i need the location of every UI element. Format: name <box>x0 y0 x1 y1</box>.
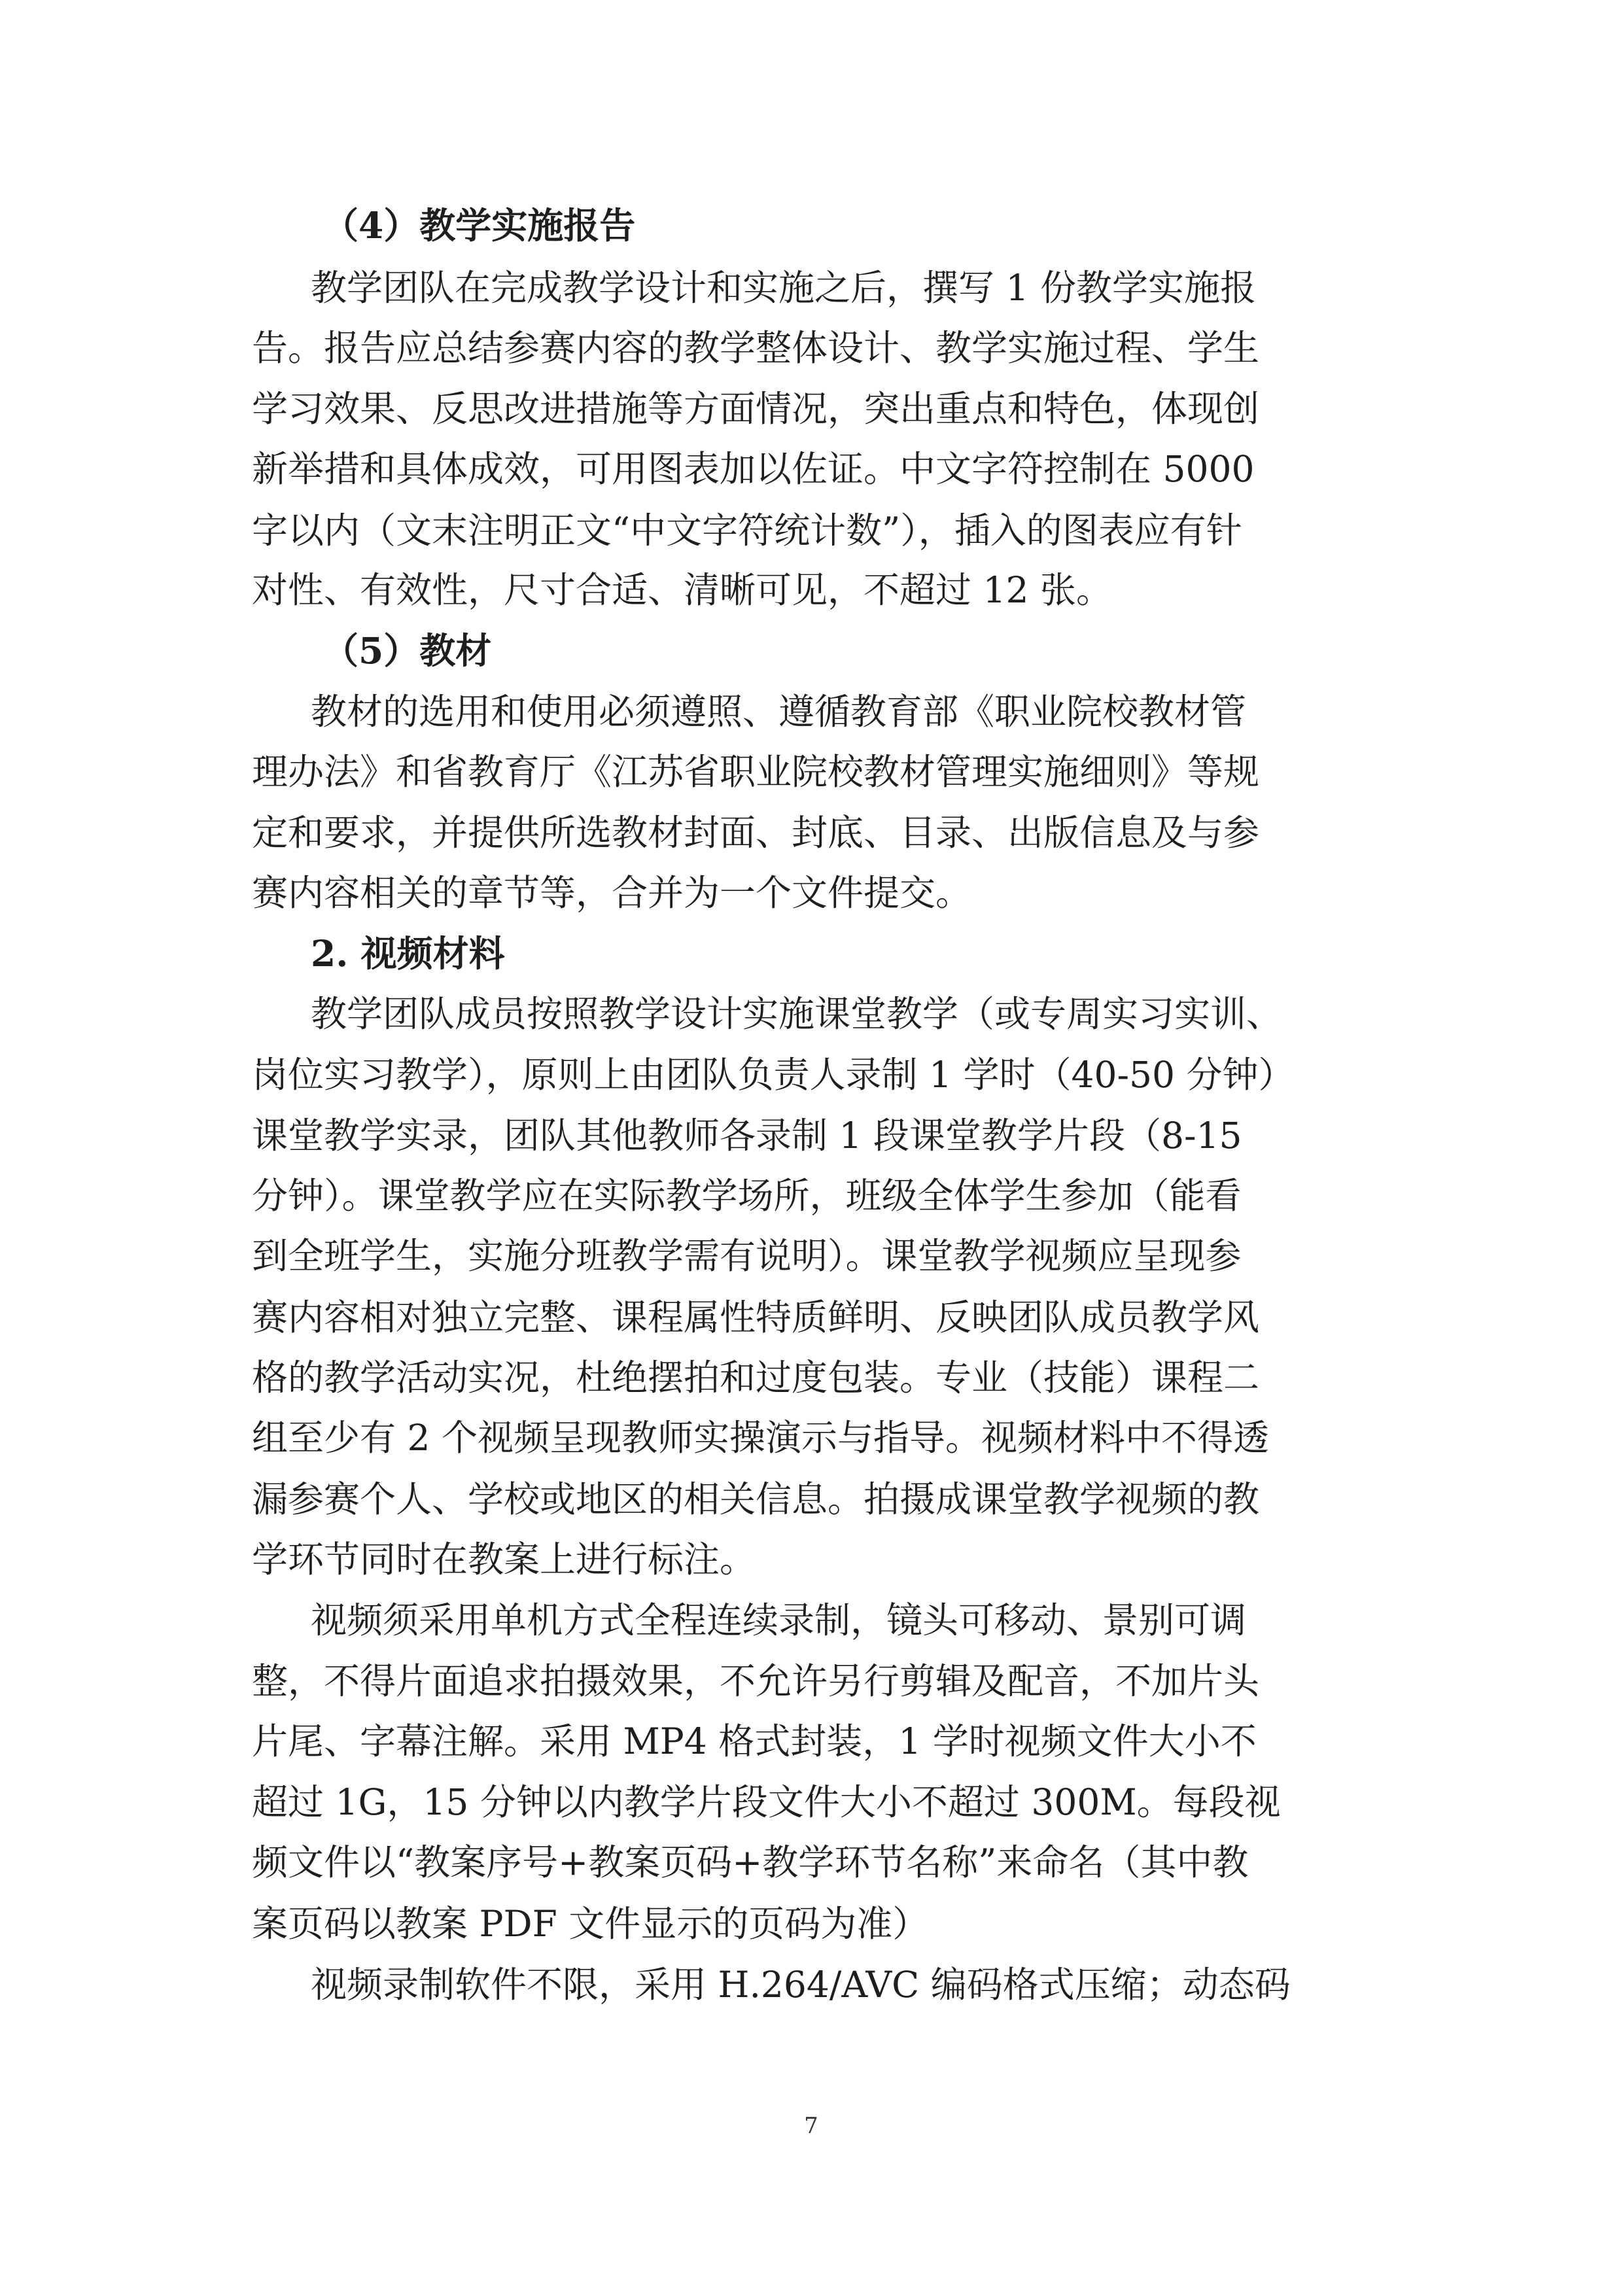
section-heading: （5）教材 <box>323 629 492 672</box>
paragraph-line: 整，不得片面追求拍摄效果，不允许另行剪辑及配音，不加片头 <box>252 1660 1260 1702</box>
paragraph-line: 新举措和具体成效，可用图表加以佐证。中文字符控制在 5000 <box>252 448 1255 490</box>
paragraph-line: 到全班学生，实施分班教学需有说明）。课堂教学视频应呈现参 <box>252 1235 1242 1277</box>
page-number: 7 <box>804 2113 818 2139</box>
paragraph-line: 学习效果、反思改进措施等方面情况，突出重点和特色，体现创 <box>252 388 1260 430</box>
paragraph-line: 视频须采用单机方式全程连续录制，镜头可移动、景别可调 <box>311 1599 1247 1641</box>
paragraph-line: 漏参赛个人、学校或地区的相关信息。拍摄成课堂教学视频的教 <box>252 1478 1260 1520</box>
paragraph-line: 字以内（文末注明正文“中文字符统计数”），插入的图表应有针 <box>252 510 1242 551</box>
paragraph-line: 岗位实习教学），原则上由团队负责人录制 1 学时（40-50 分钟） <box>252 1054 1295 1096</box>
paragraph-line: 格的教学活动实况，杜绝摆拍和过度包装。专业（技能）课程二 <box>252 1357 1260 1399</box>
paragraph-line: 赛内容相关的章节等，合并为一个文件提交。 <box>252 872 972 914</box>
paragraph-line: 频文件以“教案序号+教案页码+教学环节名称”来命名（其中教 <box>252 1841 1249 1883</box>
paragraph-line: 赛内容相对独立完整、课程属性特质鲜明、反映团队成员教学风 <box>252 1296 1260 1338</box>
paragraph-line: 教学团队在完成教学设计和实施之后，撰写 1 份教学实施报 <box>311 267 1256 309</box>
paragraph-line: 组至少有 2 个视频呈现教师实操演示与指导。视频材料中不得透 <box>252 1417 1269 1459</box>
paragraph-line: 教材的选用和使用必须遵照、遵循教育部《职业院校教材管 <box>311 691 1247 733</box>
paragraph-line: 超过 1G，15 分钟以内教学片段文件大小不超过 300M。每段视 <box>252 1781 1281 1823</box>
paragraph-line: 课堂教学实录，团队其他教师各录制 1 段课堂教学片段（8-15 <box>252 1115 1242 1157</box>
paragraph-line: 视频录制软件不限，采用 H.264/AVC 编码格式压缩；动态码 <box>311 1964 1291 2006</box>
paragraph-line: 分钟）。课堂教学应在实际教学场所，班级全体学生参加（能看 <box>252 1175 1242 1217</box>
paragraph-line: 片尾、字幕注解。采用 MP4 格式封装，1 学时视频文件大小不 <box>252 1720 1257 1762</box>
paragraph-line: 定和要求，并提供所选教材封面、封底、目录、出版信息及与参 <box>252 812 1260 854</box>
paragraph-line: 理办法》和省教育厅《江苏省职业院校教材管理实施细则》等规 <box>252 751 1260 793</box>
paragraph-line: 对性、有效性，尺寸合适、清晰可见，不超过 12 张。 <box>252 569 1112 611</box>
paragraph-line: 学环节同时在教案上进行标注。 <box>252 1539 756 1580</box>
paragraph-line: 告。报告应总结参赛内容的教学整体设计、教学实施过程、学生 <box>252 327 1260 369</box>
section-heading: （4）教学实施报告 <box>323 204 636 247</box>
paragraph-line: 教学团队成员按照教学设计实施课堂教学（或专周实习实训、 <box>311 993 1283 1035</box>
paragraph-line: 案页码以教案 PDF 文件显示的页码为准） <box>252 1903 929 1945</box>
section-heading: 2. 视频材料 <box>311 932 505 975</box>
